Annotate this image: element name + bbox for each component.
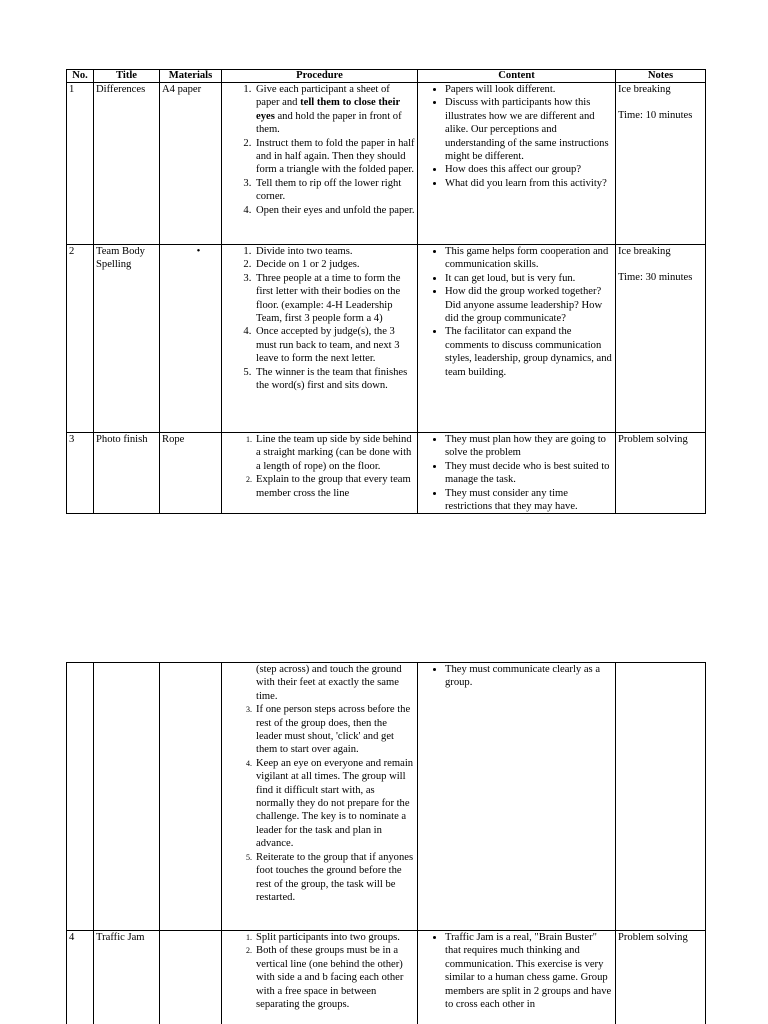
notes-time: Time: 30 minutes: [618, 272, 693, 284]
table-row: [67, 245, 706, 433]
procedure-step: 1. Divide into two teams.: [254, 245, 415, 258]
notes-category: Problem solving: [618, 434, 688, 445]
content-point: • They must decide who is best suited to manage the task.: [445, 460, 613, 487]
cell-procedure: [222, 245, 418, 433]
content-point: • What did you learn from this activity?: [445, 177, 613, 190]
cell-materials: A4 paper: [160, 83, 222, 245]
cell-content: [418, 663, 616, 931]
cell-no: 2: [67, 245, 94, 433]
procedure-step: 4. Open their eyes and unfold the paper.: [254, 204, 415, 217]
procedure-step: 2. Explain to the group that every team member cross the line: [254, 473, 415, 500]
header-row: [67, 70, 706, 83]
cell-materials: Rope: [160, 433, 222, 514]
content-point: • They must plan how they are going to solve the problem: [445, 433, 613, 460]
content-point: • This game helps form cooperation and communication skills.: [445, 245, 613, 272]
cell-no: 4: [67, 931, 94, 1024]
notes-category: Ice breaking: [618, 84, 671, 95]
content-point: • It can get loud, but is very fun.: [445, 272, 613, 285]
notes-time: Time: 10 minutes: [618, 110, 693, 122]
cell-notes: [616, 433, 706, 514]
procedure-step: 1. Split participants into two groups.: [254, 931, 415, 944]
procedure-step: 2. Decide on 1 or 2 judges.: [254, 258, 415, 271]
cell-content: [418, 245, 616, 433]
cell-title: Photo finish: [94, 433, 160, 514]
content-point: • The facilitator can expand the comments to discuss communication styles, leadership, group dynamics, and team building.: [445, 325, 613, 379]
cell-procedure: [222, 663, 418, 931]
cell-materials: [160, 931, 222, 1024]
cell-procedure: [222, 83, 418, 245]
cell-title: Team Body Spelling: [94, 245, 160, 433]
header-content: Content: [418, 70, 616, 83]
header-notes: Notes: [616, 70, 706, 83]
cell-no: 3: [67, 433, 94, 514]
cell-content: [418, 931, 616, 1024]
content-point: • They must consider any time restrictions that they may have.: [445, 487, 613, 514]
content-point: • Discuss with participants how this illustrates how we are different and alike. Our perceptions and understanding of the same instructions might be different.: [445, 96, 613, 163]
header-no: No.: [67, 70, 94, 83]
procedure-continued: (step across) and touch the ground with their feet at exactly the same time.: [256, 664, 402, 702]
header-procedure: Procedure: [222, 70, 418, 83]
cell-notes: [616, 245, 706, 433]
procedure-step: 4. Once accepted by judge(s), the 3 must run back to team, and next 3 leave to form the next letter.: [254, 325, 415, 365]
cell-title: Differences: [94, 83, 160, 245]
cell-materials: •: [160, 245, 222, 433]
header-materials: Materials: [160, 70, 222, 83]
page-two: [0, 662, 768, 1024]
procedure-step: 3. Three people at a time to form the first letter with their bodies on the floor. (example: 4-H Leadership Team, first 3 people form a 4): [254, 272, 415, 326]
content-point: • How does this affect our group?: [445, 163, 613, 176]
table-row: [67, 663, 706, 931]
content-point: • Papers will look different.: [445, 83, 613, 96]
procedure-step: 1. Give each participant a sheet of paper and tell them to close their eyes and hold the paper in front of them.: [254, 83, 415, 137]
activities-table: [66, 69, 706, 514]
content-point: • Traffic Jam is a real, "Brain Buster" that requires much thinking and communication. This exercise is very similar to a human chess game. Group members are split in 2 groups and have to cross each other in: [445, 931, 613, 1011]
cell-title: Traffic Jam: [94, 931, 160, 1024]
table-row: [67, 433, 706, 514]
content-point: • How did the group worked together? Did anyone assume leadership? How did the group communicate?: [445, 285, 613, 325]
procedure-step: 3. If one person steps across before the rest of the group does, then the leader must shout, 'click' and get them to start over again.: [254, 703, 415, 757]
procedure-step: 3. Tell them to rip off the lower right corner.: [254, 177, 415, 204]
table-row: [67, 83, 706, 245]
procedure-step: 5. The winner is the team that finishes the word(s) first and sits down.: [254, 366, 415, 393]
procedure-step: 5. Reiterate to the group that if anyones foot touches the ground before the rest of the group, the task will be restarted.: [254, 851, 415, 905]
header-title: Title: [94, 70, 160, 83]
procedure-step: 2. Instruct them to fold the paper in half and in half again. Then they should form a triangle with the folded paper.: [254, 137, 415, 177]
cell-content: [418, 433, 616, 514]
procedure-step: 2. Both of these groups must be in a vertical line (one behind the other) with side a and b facing each other with a free space in between separating the groups.: [254, 944, 415, 1011]
cell-content: [418, 83, 616, 245]
activities-table-continued: [66, 662, 706, 1024]
cell-notes: [616, 83, 706, 245]
notes-category: Problem solving: [618, 932, 688, 943]
procedure-step: 1. Line the team up side by side behind a straight marking (can be done with a length of rope) on the floor.: [254, 433, 415, 473]
cell-no: 1: [67, 83, 94, 245]
cell-procedure: [222, 931, 418, 1024]
cell-procedure: [222, 433, 418, 514]
cell-notes: [616, 931, 706, 1024]
content-point: • They must communicate clearly as a group.: [445, 663, 613, 690]
procedure-step: 4. Keep an eye on everyone and remain vigilant at all times. The group will find it difficult start with, as normally they do not prepare for the challenge. The key is to nominate a leader for the task and plan in advance.: [254, 757, 415, 851]
table-row: [67, 931, 706, 1024]
notes-category: Ice breaking: [618, 246, 671, 257]
